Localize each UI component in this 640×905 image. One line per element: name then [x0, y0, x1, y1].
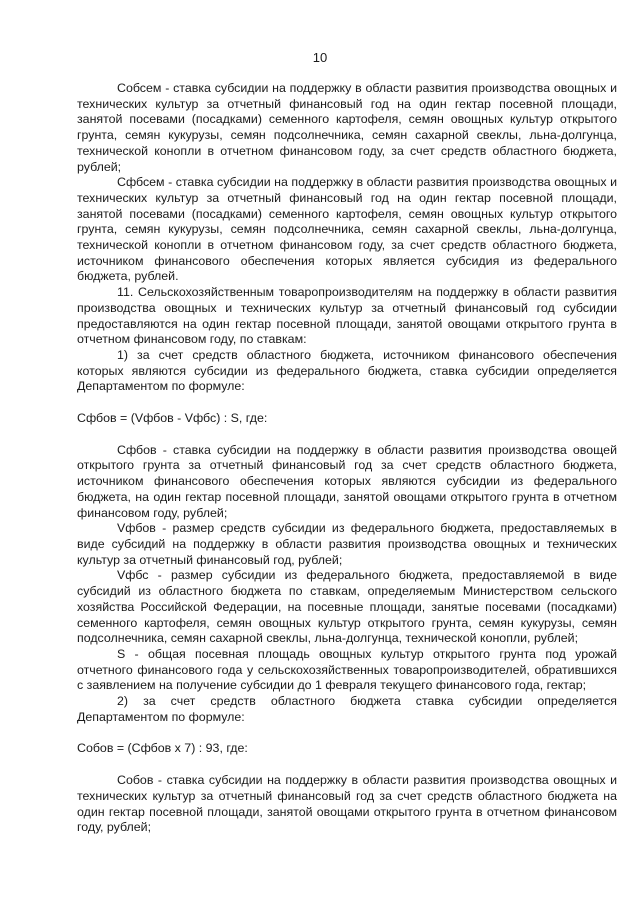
paragraph-sfbov-definition: Сфбов - ставка субсидии на поддержку в области развития производства овощей открытого грунта за отчетный финансовый год за счет средств областного бюджета, источником финансового обеспечения которых являются субсидии из федерального бюджета, на один гектар посевной площади, занятой овощами открытого грунта в отчетном финансовом году, рублей;: [77, 442, 617, 520]
paragraph-item-2: 2) за счет средств областного бюджета ставка субсидии определяется Департаментом по формуле:: [77, 694, 617, 724]
paragraph-sobov-definition: Собов - ставка субсидии на поддержку в области развития производства овощных и технических культур за отчетный финансовый год за счет средств областного бюджета на один гектар посевной площади, занятой овощами открытого грунта в отчетном финансовом году, рублей;: [77, 773, 617, 835]
document-body: [77, 81, 617, 836]
page-number: 10: [312, 50, 328, 65]
paragraph-sobsem-definition: Собсем - ставка субсидии на поддержку в области развития производства овощных и технических культур за отчетный финансовый год на один гектар посевной площади, занятой посевами (посадками) семенного картофеля, семян овощных культур открытого грунта, семян кукурузы, семян подсолнечника, семян сахарной свеклы, льна-долгунца, технической конопли в отчетном финансовом году, за счет средств областного бюджета, рублей;: [77, 81, 617, 174]
paragraph-item-1: 1) за счет средств областного бюджета, источником финансового обеспечения которых являются субсидии из федерального бюджета, ставка субсидии определяется Департаментом по формуле:: [77, 347, 617, 394]
paragraph-s-definition: S - общая посевная площадь овощных культур открытого грунта под урожай отчетного финансового года у сельскохозяйственных товаропроизводителей, обратившихся с заявлением на получение субсидии до 1 февраля текущего финансового года, гектар;: [77, 646, 617, 693]
paragraph-clause-11: 11. Сельскохозяйственным товаропроизводителям на поддержку в области развития производства овощных и технических культур за отчетный финансовый год субсидии предоставляются на один гектар посевной площади, занятой овощами открытого грунта в отчетном финансовом году, по ставкам:: [77, 285, 617, 347]
formula-sobov: Собов = (Сфбов х 7) : 93, где:: [77, 741, 248, 756]
formula-sfbov: Сфбов = (Vфбов - Vфбс) : S, где:: [77, 411, 268, 426]
paragraph-vfbs-definition: Vфбс - размер субсидии из федерального бюджета, предоставляемой в виде субсидий из областного бюджета по ставкам, определяемым Министерством сельского хозяйства Российской Федерации, на посевные площади, занятые посевами (посадками) семенного картофеля, семян овощных культур открытого грунта, семян кукурузы, семян подсолнечника, семян сахарной свеклы, льна-долгунца, технической конопли, рублей;: [77, 568, 617, 646]
paragraph-vfbov-definition: Vфбов - размер средств субсидии из федерального бюджета, предоставляемых в виде субсидий на поддержку в области развития производства овощных и технических культур за отчетный финансовый год, рублей;: [77, 521, 617, 567]
paragraph-sfbsem-definition: Сфбсем - ставка субсидии на поддержку в области развития производства овощных и технических культур за отчетный финансовый год на один гектар посевной площади, занятой посевами (посадками) семенного картофеля, семян овощных культур открытого грунта, семян кукурузы, семян подсолнечника, семян сахарной свеклы, льна-долгунца, технической конопли в отчетном финансовом году, за счет средств областного бюджета, источником финансового обеспечения которых является субсидия из федерального бюджета, рублей.: [77, 175, 617, 284]
